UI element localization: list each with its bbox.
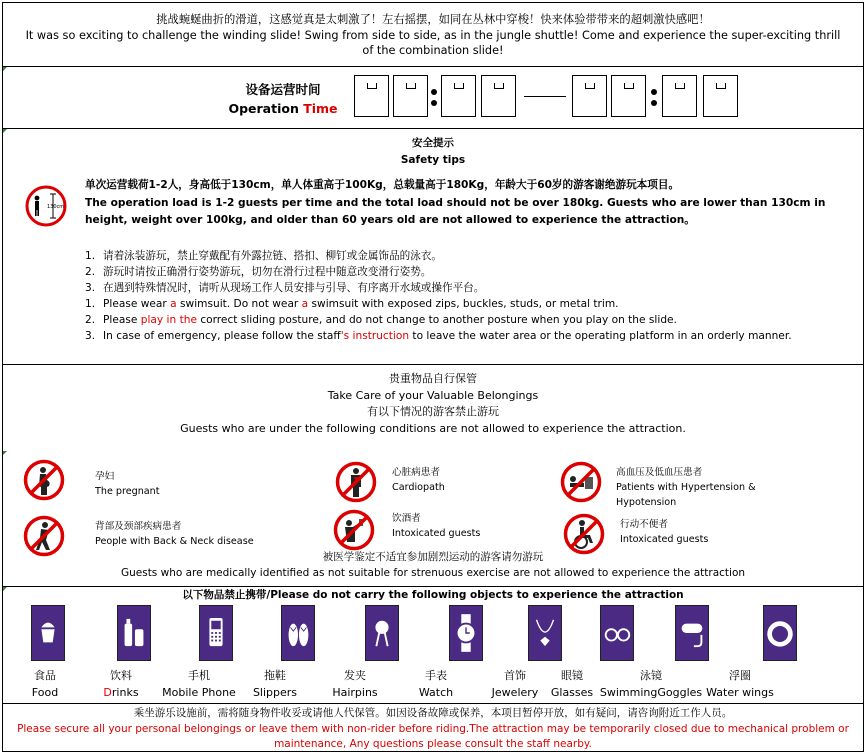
load-limits-en: The operation load is 1-2 guests per time and the total load should not be over 180kg. Guests who are lower than 130cm in height, weight over 100kg, and older than 60 years old are not allowed to experience the attraction。 (85, 196, 826, 226)
object-swimming-goggles: 泳镜 SwimmingGoggles (599, 669, 703, 699)
svg-text:130cm: 130cm (47, 204, 65, 210)
corner-marker (3, 451, 7, 455)
footer-zh: 乘坐游乐设施前，需将随身物件收妥或请他人代保管。如因设备故障或保养，本项目暂停开放，如有疑问，请咨询附近工作人员。 (133, 707, 733, 719)
drinking-icon (333, 509, 375, 551)
safety-tips-section (3, 129, 863, 365)
rule-en-3: 3. In case of emergency, please follow the staff's instruction to leave the water area or the operating platform in an orderly manner. (85, 329, 792, 342)
slippers-icon (281, 605, 315, 661)
condition-blood-pressure: 高血压及低血压患者 Patients with Hypertension & Hypotension (616, 467, 756, 508)
time-digit-2[interactable] (393, 75, 428, 117)
restricted-guests-section (3, 365, 863, 587)
time-range-dash (524, 96, 566, 97)
operation-title-zh: 设备运营时间 (245, 82, 321, 97)
pregnant-icon (23, 459, 65, 501)
operation-title (213, 80, 353, 118)
object-slippers: 拖鞋 Slippers (252, 669, 298, 699)
float-ring-icon (763, 605, 797, 661)
safety-heading (3, 135, 863, 169)
condition-mobility: 行动不便者 Intoxicated guests (620, 519, 709, 545)
corner-marker (3, 129, 7, 133)
time-digit-3[interactable] (441, 75, 476, 117)
safety-rules (85, 249, 845, 344)
object-drinks: 饮料 Drinks (103, 669, 139, 699)
footer-section (3, 704, 863, 751)
object-watch: 手表 Watch (418, 669, 454, 699)
time-digit-5[interactable] (572, 75, 607, 117)
watch-icon (449, 605, 483, 661)
time-colon (651, 89, 657, 106)
valuables-title-en: Take Care of your Valuable Belongings (327, 388, 539, 402)
object-food: 食品 Food (31, 669, 59, 699)
medical-notice (3, 549, 863, 581)
operation-title-en: Operation Time (228, 101, 338, 116)
rule-zh-2: 2. 游玩时请按正确滑行姿势游玩，切勿在滑行过程中随意改变滑行姿势。 (85, 265, 432, 278)
prohibited-objects-section (3, 587, 863, 704)
time-digit-6[interactable] (611, 75, 646, 117)
mobile-phone-icon (199, 605, 233, 661)
condition-cardiopath: 心脏病患者 Cardiopath (392, 467, 445, 493)
bottles-icon (117, 605, 151, 661)
medical-notice-en: Guests who are medically identified as not suitable for strenuous exercise are not allowed to experience the attraction (120, 567, 746, 579)
load-limits (85, 177, 845, 230)
operation-time-section (3, 67, 863, 129)
rule-zh-3: 3. 在遇到特殊情况时，请听从现场工作人员安排与引导、有序离开水域或操作平台。 (85, 281, 485, 294)
valuables-heading (3, 371, 863, 437)
time-colon (431, 89, 437, 106)
height-limit-icon (25, 185, 67, 227)
rule-zh-1: 1. 请着泳装游玩，禁止穿戴配有外露拉链、搭扣、柳钉或金属饰品的泳衣。 (85, 250, 442, 262)
safety-title-en: Safety tips (400, 154, 466, 166)
medical-notice-zh: 被医学鉴定不适宜参加剧烈运动的游客请勿游玩 (322, 551, 544, 563)
safety-title-zh: 安全提示 (412, 137, 454, 149)
safety-sign (2, 2, 864, 752)
jewelry-icon (528, 605, 562, 661)
object-mobile-phone: 手机 Mobile Phone (162, 669, 236, 699)
object-jewelery: 首饰 Jewelery (491, 669, 539, 699)
glasses-icon (600, 605, 634, 661)
load-limits-zh: 单次运营载荷1-2人，身高低于130cm，单人体重高于100Kg，总载量高于180Kg，年龄大于60岁的游客谢绝游玩本项目。 (85, 179, 680, 191)
condition-pregnant: 孕妇 The pregnant (95, 471, 160, 497)
heart-patient-icon (335, 461, 377, 503)
restriction-notice-zh: 有以下情况的游客禁止游玩 (367, 405, 499, 418)
intro-section (3, 3, 863, 67)
condition-intoxicated: 饮酒者 Intoxicated guests (392, 513, 481, 539)
time-digit-4[interactable] (481, 75, 516, 117)
intro-zh: 挑战蜿蜒曲折的滑道，这感觉真是太刺激了！左右摇摆，如同在丛林中穿梭！快来体验带带来的超刺激快感吧！ (156, 13, 710, 26)
object-water-wings: 浮圈 Water wings (706, 669, 774, 699)
time-digit-1[interactable] (354, 75, 389, 117)
time-digit-8[interactable] (703, 75, 738, 117)
cupcake-icon (31, 605, 65, 661)
goggles-icon (675, 605, 709, 661)
object-glasses: 眼镜 Glasses (550, 669, 594, 699)
corner-marker (3, 67, 7, 71)
footer-en: Please secure all your personal belongings or leave them with non-rider before riding.The attraction may be temporarily closed due to mechanical problem or maintenance, Any questions please consult the staff nearby. (17, 722, 849, 751)
condition-back-neck: 背部及颈部疾病患者 People with Back & Neck disease (95, 521, 254, 547)
restriction-notice-en: Guests who are under the following conditions are not allowed to experience the attraction. (180, 421, 686, 435)
rule-en-2: 2. Please play in the correct sliding posture, and do not change to another posture when you play on the slide. (85, 313, 677, 326)
rule-en-1: 1. Please wear a swimsuit. Do not wear a swimsuit with exposed zips, buckles, studs, or metal trim. (85, 297, 619, 310)
object-hairpins: 发夹 Hairpins (332, 669, 378, 699)
time-digit-7[interactable] (662, 75, 697, 117)
prohibited-objects-title: 以下物品禁止携带/Please do not carry the following objects to experience the attraction (182, 589, 684, 601)
valuables-title-zh: 贵重物品自行保管 (389, 372, 477, 385)
hairpin-icon (365, 605, 399, 661)
blood-pressure-icon (560, 461, 602, 503)
intro-en: It was so exciting to challenge the winding slide! Swing from side to side, as in the jungle shuttle! Come and experience the super-exciting thrill of the combination slide! (25, 28, 841, 58)
